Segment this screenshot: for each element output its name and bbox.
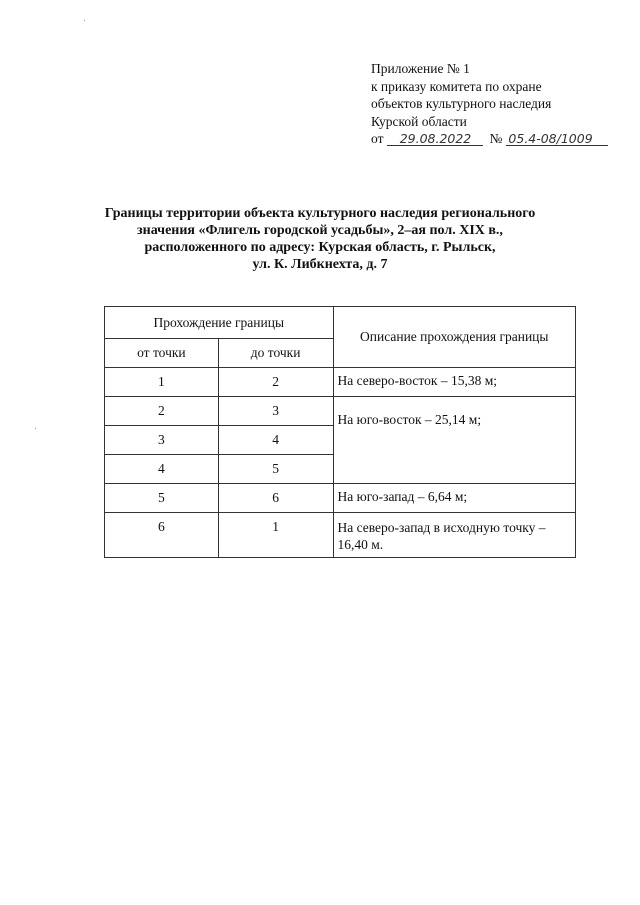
from-point-cell: 1 xyxy=(105,368,219,397)
to-point-cell: 4 xyxy=(218,426,333,455)
appendix-date-number-line xyxy=(371,130,631,148)
header-to-point: до точки xyxy=(218,339,333,368)
title-line-3: расположенного по адресу: Курская область, г. Рыльск, xyxy=(144,240,496,255)
appendix-order-ref: к приказу комитета по охране xyxy=(371,78,542,94)
to-point-cell: 3 xyxy=(218,397,333,426)
from-point-cell: 6 xyxy=(105,513,219,558)
boundary-table xyxy=(104,306,576,558)
header-from-point: от точки xyxy=(105,339,219,368)
description-cell: На юго-запад – 6,64 м; xyxy=(333,484,576,513)
handwritten-date: 29.08.2022 xyxy=(387,132,483,146)
from-point-cell: 5 xyxy=(105,484,219,513)
to-point-cell: 5 xyxy=(218,455,333,484)
from-point-cell: 4 xyxy=(105,455,219,484)
title-line-1: Границы территории объекта культурного наследия регионального xyxy=(104,206,536,221)
table-row xyxy=(105,484,576,513)
scan-speck xyxy=(84,20,85,21)
from-point-cell: 3 xyxy=(105,426,219,455)
table-row xyxy=(105,368,576,397)
table-row xyxy=(105,513,576,558)
to-point-cell: 2 xyxy=(218,368,333,397)
from-point-cell: 2 xyxy=(105,397,219,426)
appendix-region: Курской области xyxy=(371,113,467,129)
description-cell: На юго-восток – 25,14 м; xyxy=(333,397,576,484)
from-prefix: от xyxy=(371,131,384,146)
description-cell: На северо-запад в исходную точку – 16,40 м. xyxy=(333,513,576,558)
description-cell: На северо-восток – 15,38 м; xyxy=(333,368,576,397)
appendix-title: Приложение № 1 xyxy=(371,61,470,76)
handwritten-order-number: 05.4-08/1009 xyxy=(506,132,608,146)
appendix-committee: объектов культурного наследия xyxy=(371,96,552,111)
number-prefix: № xyxy=(489,131,503,146)
title-line-4: ул. К. Либкнехта, д. 7 xyxy=(252,257,388,272)
to-point-cell: 1 xyxy=(218,513,333,558)
scan-speck xyxy=(35,428,36,429)
header-description: Описание прохождения границы xyxy=(333,307,576,368)
header-boundary-passage: Прохождение границы xyxy=(105,307,334,339)
title-line-2: значения «Флигель городской усадьбы», 2–ая пол. XIX в., xyxy=(137,223,503,238)
appendix-block xyxy=(371,60,631,148)
table-row xyxy=(105,397,576,426)
to-point-cell: 6 xyxy=(218,484,333,513)
document-title xyxy=(80,205,560,273)
